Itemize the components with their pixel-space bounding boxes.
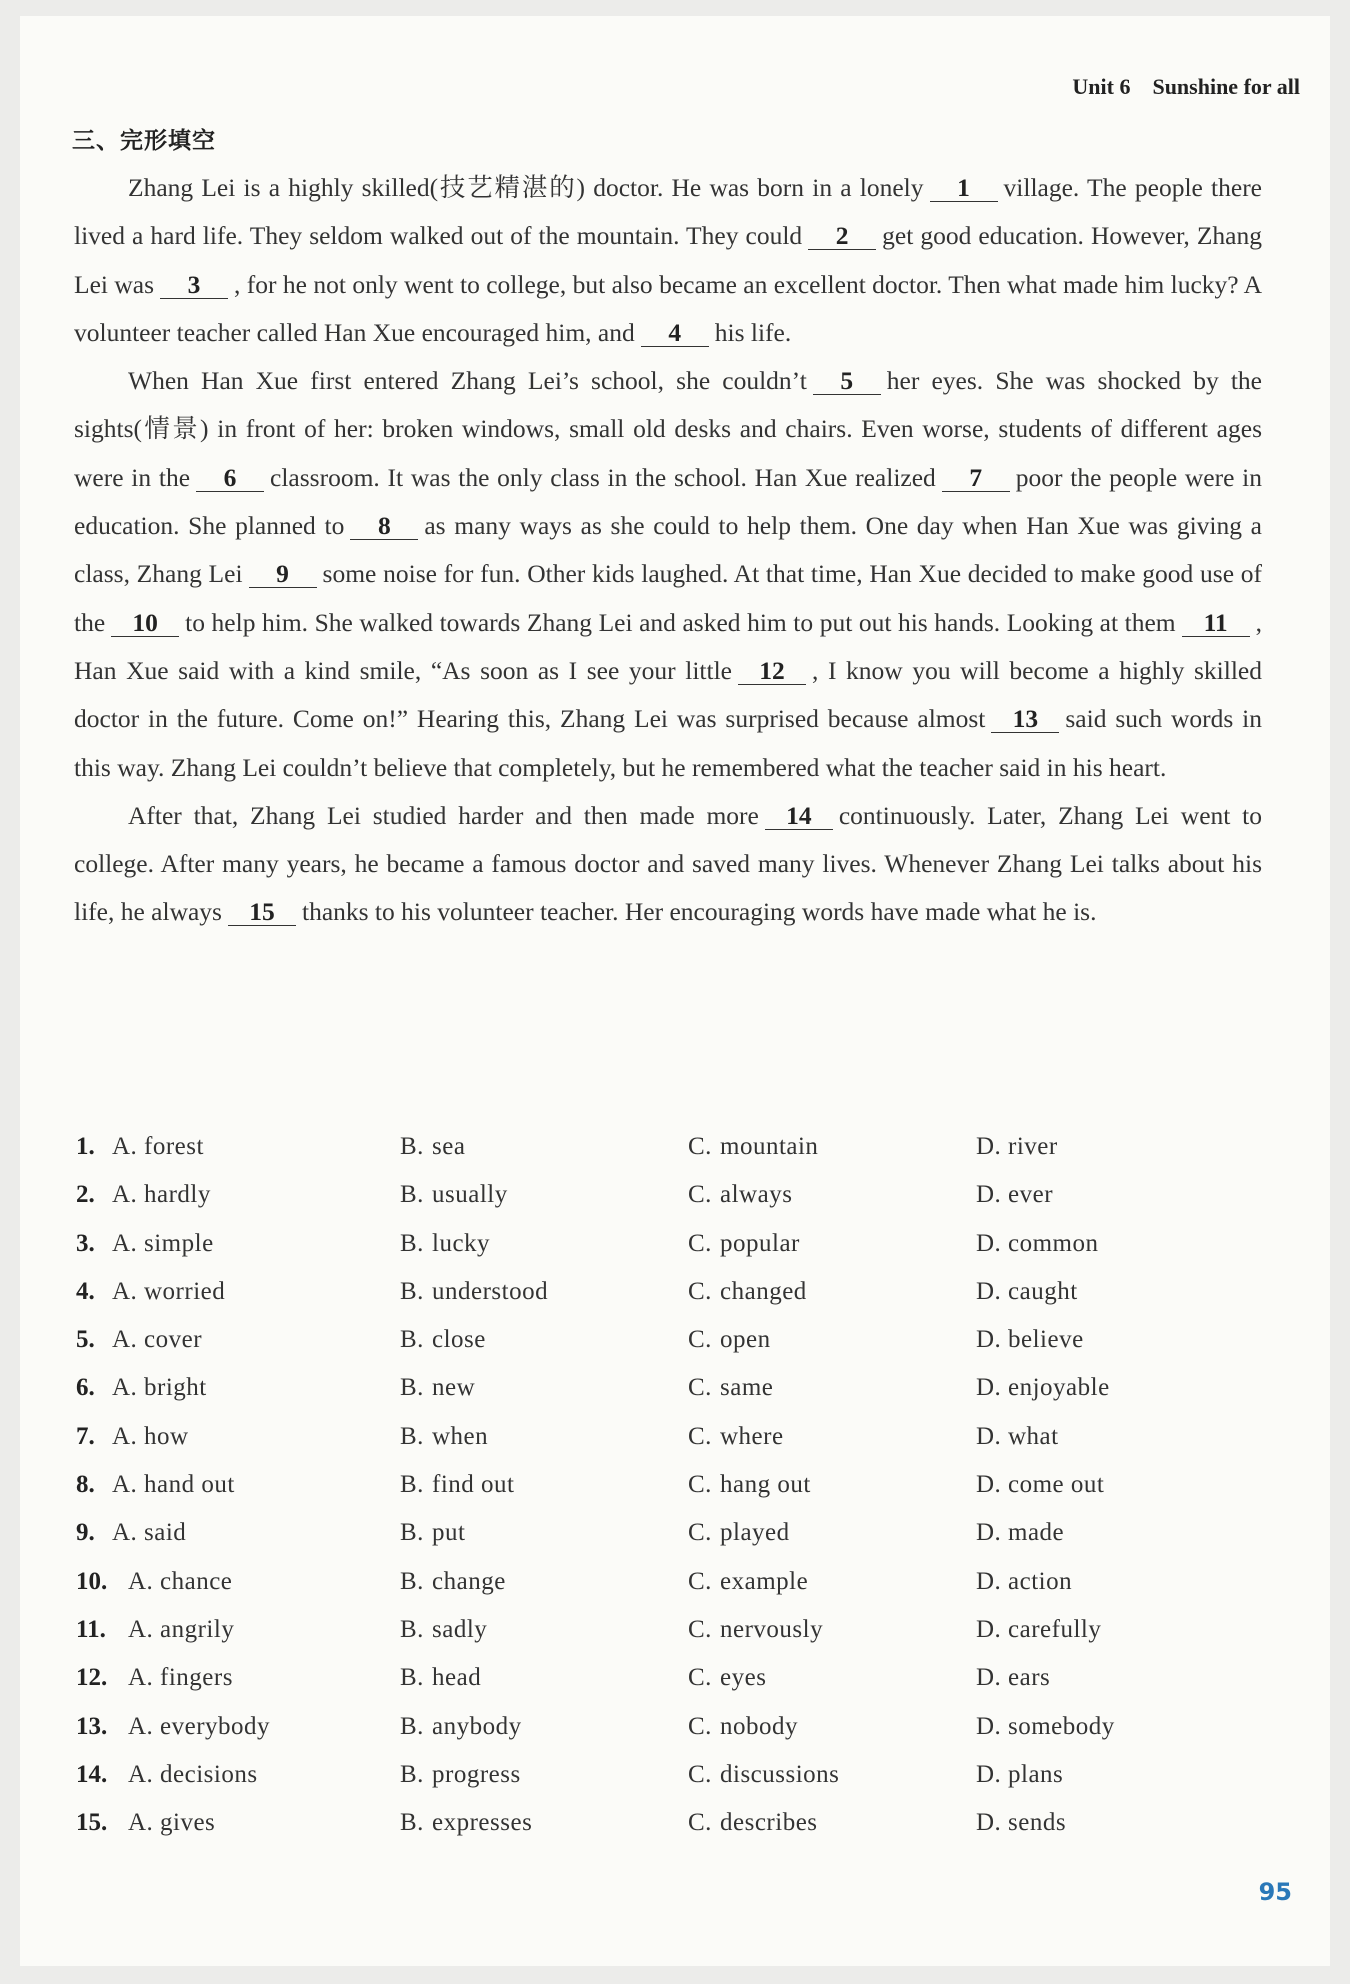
option-text: said	[144, 1519, 187, 1547]
option-text: understood	[432, 1277, 549, 1305]
blank-13: 13	[991, 706, 1059, 733]
option-text: somebody	[1008, 1712, 1115, 1740]
option-letter: C.	[688, 1374, 712, 1402]
option-letter: D.	[976, 1326, 1002, 1354]
option-letter: C.	[688, 1133, 712, 1160]
question-number: 6.	[76, 1374, 95, 1402]
option-d	[976, 1423, 1059, 1451]
option-letter: C.	[688, 1229, 712, 1257]
option-text: nobody	[720, 1712, 798, 1740]
option-letter: D.	[976, 1519, 1002, 1547]
question-number: 10.	[76, 1567, 108, 1595]
question-row	[76, 1713, 1256, 1761]
option-text: gives	[160, 1809, 216, 1837]
option-text: believe	[1008, 1326, 1084, 1354]
option-d	[976, 1616, 1101, 1644]
option-b	[400, 1713, 522, 1741]
blank-12: 12	[738, 658, 806, 685]
blank-10: 10	[111, 610, 179, 637]
option-c	[688, 1326, 771, 1354]
option-letter: B.	[400, 1181, 424, 1209]
passage-text: thanks to his volunteer teacher. Her encouraging words have made what he is.	[301, 897, 1097, 927]
option-letter: C.	[688, 1567, 712, 1595]
cloze-passage	[74, 164, 1262, 937]
passage-text: , Han Xue said with a kind smile, “As soon as I see your little	[74, 607, 1262, 685]
option-d	[976, 1471, 1104, 1499]
option-text: popular	[720, 1229, 800, 1257]
option-text: describes	[720, 1809, 818, 1837]
option-letter: C.	[688, 1615, 712, 1643]
option-a	[112, 1519, 186, 1547]
option-letter: A.	[128, 1712, 154, 1740]
option-letter: A.	[112, 1422, 138, 1450]
blank-9: 9	[249, 561, 317, 588]
option-text: always	[720, 1181, 793, 1209]
option-text: put	[432, 1519, 466, 1547]
question-number: 15.	[76, 1809, 108, 1837]
option-text: river	[1008, 1133, 1058, 1160]
blank-1: 1	[930, 175, 998, 202]
option-b	[400, 1471, 514, 1499]
option-text: expresses	[432, 1809, 533, 1837]
question-row	[76, 1568, 1256, 1616]
option-d	[976, 1519, 1064, 1547]
option-letter: D.	[976, 1229, 1002, 1257]
blank-5: 5	[813, 368, 881, 395]
option-a	[112, 1374, 207, 1402]
option-text: enjoyable	[1008, 1374, 1110, 1402]
option-text: open	[720, 1326, 771, 1354]
option-letter: D.	[976, 1809, 1002, 1837]
option-b	[400, 1664, 481, 1692]
option-c	[688, 1278, 807, 1306]
question-row	[76, 1423, 1256, 1471]
passage-text: poor the people were in education. She planned to	[74, 462, 1262, 541]
option-letter: B.	[400, 1471, 424, 1499]
option-letter: C.	[688, 1519, 712, 1547]
option-a	[112, 1471, 235, 1499]
question-row	[76, 1230, 1256, 1278]
option-letter: B.	[400, 1519, 424, 1547]
option-d	[976, 1374, 1110, 1402]
blank-6: 6	[196, 465, 264, 492]
question-number: 8.	[76, 1471, 95, 1499]
passage-text: some noise for fun. Other kids laughed. At that time, Han Xue decided to make good use of the	[74, 559, 1262, 637]
question-row	[76, 1809, 1256, 1857]
option-text: sadly	[432, 1615, 488, 1643]
option-text: chance	[160, 1567, 233, 1595]
option-letter: D.	[976, 1277, 1002, 1305]
option-b	[400, 1230, 490, 1258]
option-text: how	[144, 1422, 189, 1450]
option-d	[976, 1761, 1063, 1789]
option-letter: C.	[688, 1422, 712, 1450]
blank-4: 4	[641, 320, 709, 347]
option-a	[112, 1181, 211, 1209]
passage-paragraph-3	[74, 792, 1262, 937]
blank-14: 14	[765, 803, 833, 830]
blank-15: 15	[228, 899, 296, 926]
passage-text: village. The people there lived a hard life. They seldom walked out of the mountain. They could	[74, 173, 1263, 251]
question-row	[76, 1471, 1256, 1519]
option-letter: B.	[400, 1277, 424, 1305]
option-text: example	[720, 1567, 809, 1595]
option-c	[688, 1471, 811, 1499]
option-d	[976, 1664, 1050, 1692]
blank-7: 7	[942, 465, 1010, 492]
option-a	[128, 1713, 270, 1741]
option-b	[400, 1809, 532, 1837]
option-text: discussions	[720, 1760, 840, 1788]
option-b	[400, 1761, 521, 1789]
option-text: carefully	[1008, 1615, 1102, 1643]
option-letter: D.	[976, 1422, 1002, 1450]
option-a	[112, 1278, 225, 1306]
passage-text: , I know you will become a highly skilled doctor in the future. Come on!” Hearing this, Zhang Lei was surprised because almost	[74, 655, 1262, 734]
option-d	[976, 1713, 1115, 1741]
passage-text: classroom. It was the only class in the school. Han Xue realized	[270, 462, 936, 492]
option-text: where	[720, 1422, 784, 1450]
passage-text: get good education. However, Zhang Lei was	[74, 221, 1262, 299]
question-row	[76, 1181, 1256, 1229]
question-number: 3.	[76, 1229, 95, 1257]
passage-text: continuously. Later, Zhang Lei went to college. After many years, he became a famous doctor and saved many lives. Whenever Zhang Lei talks about his life, he always	[74, 800, 1262, 927]
option-c	[688, 1374, 773, 1402]
passage-text: as many ways as she could to help them. One day when Han Xue was giving a class, Zhang Lei	[74, 511, 1262, 589]
option-text: close	[432, 1326, 486, 1354]
option-text: same	[720, 1374, 774, 1402]
option-text: hand out	[144, 1471, 235, 1499]
section-title: 三、完形填空	[72, 128, 216, 154]
option-text: eyes	[720, 1664, 767, 1692]
option-b	[400, 1568, 506, 1596]
question-row	[76, 1133, 1256, 1181]
option-letter: C.	[688, 1712, 712, 1740]
passage-text: When Han Xue first entered Zhang Lei’s school, she couldn’t	[128, 366, 807, 396]
option-letter: B.	[400, 1229, 424, 1257]
passage-text: his life.	[714, 317, 792, 347]
passage-text: said such words in this way. Zhang Lei couldn’t believe that completely, but he remembered what the teacher said in his heart.	[74, 704, 1263, 782]
option-text: come out	[1008, 1471, 1105, 1499]
option-text: anybody	[432, 1712, 522, 1740]
option-letter: B.	[400, 1615, 424, 1643]
option-letter: A.	[112, 1519, 138, 1547]
option-text: changed	[720, 1277, 807, 1305]
question-row	[76, 1519, 1256, 1567]
option-text: played	[720, 1519, 790, 1547]
passage-text: her eyes. She was shocked by the sights(情景) in front of her: broken windows, small old desks and chairs. Even worse, students of different ages were in the	[74, 366, 1262, 492]
option-text: decisions	[160, 1760, 258, 1788]
option-text: simple	[144, 1229, 214, 1257]
option-text: cover	[144, 1326, 203, 1354]
option-a	[128, 1568, 232, 1596]
passage-text: Zhang Lei is a highly skilled(技艺精湛的) doctor. He was born in a lonely	[128, 173, 924, 202]
option-text: angrily	[160, 1615, 235, 1643]
question-number: 1.	[76, 1133, 95, 1160]
option-letter: A.	[112, 1374, 138, 1402]
option-b	[400, 1133, 465, 1161]
option-letter: A.	[128, 1567, 154, 1595]
option-letter: A.	[128, 1664, 154, 1692]
option-a	[128, 1809, 215, 1837]
option-b	[400, 1181, 508, 1209]
option-text: mountain	[720, 1133, 819, 1160]
option-text: forest	[144, 1133, 204, 1160]
option-c	[688, 1568, 808, 1596]
unit-label: Unit 6	[1072, 74, 1131, 99]
option-d	[976, 1326, 1084, 1354]
option-letter: A.	[112, 1133, 138, 1160]
question-number: 11.	[76, 1615, 106, 1643]
option-d	[976, 1809, 1066, 1837]
option-text: ears	[1008, 1664, 1051, 1692]
option-text: find out	[432, 1471, 515, 1499]
option-b	[400, 1326, 486, 1354]
option-letter: A.	[128, 1809, 154, 1837]
option-letter: A.	[128, 1760, 154, 1788]
option-letter: A.	[112, 1181, 138, 1209]
option-letter: B.	[400, 1567, 424, 1595]
blank-11: 11	[1182, 610, 1250, 637]
option-text: fingers	[160, 1664, 233, 1692]
option-d	[976, 1568, 1072, 1596]
option-d	[976, 1181, 1053, 1209]
question-row	[76, 1761, 1256, 1809]
option-letter: C.	[688, 1181, 712, 1209]
question-row	[76, 1616, 1256, 1664]
option-letter: D.	[976, 1664, 1002, 1692]
option-letter: D.	[976, 1712, 1002, 1740]
passage-text: , for he not only went to college, but also became an excellent doctor. Then what made him lucky? A volunteer teacher called Han Xue encouraged him, and	[74, 269, 1262, 347]
option-text: lucky	[432, 1229, 491, 1257]
option-b	[400, 1374, 475, 1402]
page-number: 95	[1258, 1878, 1292, 1906]
option-letter: C.	[688, 1277, 712, 1305]
question-row	[76, 1374, 1256, 1422]
question-number: 14.	[76, 1760, 108, 1788]
option-b	[400, 1423, 488, 1451]
option-text: bright	[144, 1374, 207, 1402]
option-c	[688, 1809, 818, 1837]
option-text: worried	[144, 1277, 226, 1305]
question-number: 5.	[76, 1326, 95, 1354]
option-c	[688, 1230, 800, 1258]
option-c	[688, 1181, 792, 1209]
question-number: 13.	[76, 1712, 108, 1740]
option-a	[128, 1616, 234, 1644]
option-text: nervously	[720, 1615, 824, 1643]
option-letter: B.	[400, 1133, 424, 1160]
option-a	[112, 1133, 204, 1161]
question-number: 12.	[76, 1664, 108, 1692]
option-a	[128, 1664, 233, 1692]
option-text: what	[1008, 1422, 1059, 1450]
option-c	[688, 1133, 818, 1161]
option-a	[112, 1326, 202, 1354]
passage-paragraph-2	[74, 357, 1262, 792]
question-options	[76, 1133, 1256, 1857]
blank-2: 2	[808, 223, 876, 250]
option-a	[128, 1761, 258, 1789]
question-row	[76, 1326, 1256, 1374]
option-text: progress	[432, 1760, 521, 1788]
option-b	[400, 1278, 548, 1306]
option-letter: D.	[976, 1374, 1002, 1402]
option-c	[688, 1519, 790, 1547]
option-letter: D.	[976, 1760, 1002, 1788]
option-letter: B.	[400, 1326, 424, 1354]
unit-title: Sunshine for all	[1152, 74, 1300, 99]
option-letter: B.	[400, 1374, 424, 1402]
option-text: sea	[432, 1133, 466, 1160]
option-letter: C.	[688, 1809, 712, 1837]
option-d	[976, 1230, 1099, 1258]
option-c	[688, 1761, 839, 1789]
option-letter: A.	[112, 1326, 138, 1354]
option-text: plans	[1008, 1760, 1064, 1788]
question-number: 7.	[76, 1422, 95, 1450]
running-header	[1072, 74, 1300, 100]
option-letter: B.	[400, 1809, 424, 1837]
option-b	[400, 1519, 465, 1547]
question-row	[76, 1664, 1256, 1712]
blank-8: 8	[350, 513, 418, 540]
option-letter: C.	[688, 1664, 712, 1692]
option-text: sends	[1008, 1809, 1067, 1837]
option-text: hang out	[720, 1471, 811, 1499]
option-c	[688, 1616, 823, 1644]
option-text: everybody	[160, 1712, 271, 1740]
passage-text: After that, Zhang Lei studied harder and then made more	[128, 800, 759, 830]
option-letter: A.	[112, 1277, 138, 1305]
option-letter: D.	[976, 1181, 1002, 1209]
option-text: when	[432, 1422, 489, 1450]
option-letter: B.	[400, 1712, 424, 1740]
option-letter: B.	[400, 1760, 424, 1788]
option-text: caught	[1008, 1277, 1078, 1305]
option-letter: D.	[976, 1133, 1002, 1160]
option-text: made	[1008, 1519, 1065, 1547]
passage-text: to help him. She walked towards Zhang Lei and asked him to put out his hands. Looking at them	[185, 607, 1176, 637]
option-text: action	[1008, 1567, 1073, 1595]
option-text: new	[432, 1374, 476, 1402]
option-c	[688, 1713, 798, 1741]
option-text: hardly	[144, 1181, 211, 1209]
option-d	[976, 1278, 1078, 1306]
option-a	[112, 1230, 214, 1258]
option-text: ever	[1008, 1181, 1054, 1209]
question-number: 4.	[76, 1277, 95, 1305]
option-text: usually	[432, 1181, 508, 1209]
question-number: 2.	[76, 1181, 95, 1209]
option-letter: B.	[400, 1664, 424, 1692]
blank-3: 3	[160, 272, 228, 299]
option-a	[112, 1423, 189, 1451]
option-letter: C.	[688, 1326, 712, 1354]
option-letter: C.	[688, 1471, 712, 1499]
option-letter: B.	[400, 1422, 424, 1450]
option-letter: A.	[112, 1471, 138, 1499]
question-number: 9.	[76, 1519, 95, 1547]
option-letter: D.	[976, 1567, 1002, 1595]
option-letter: A.	[128, 1615, 154, 1643]
option-text: common	[1008, 1229, 1099, 1257]
option-c	[688, 1423, 784, 1451]
option-d	[976, 1133, 1058, 1161]
option-letter: D.	[976, 1615, 1002, 1643]
question-row	[76, 1278, 1256, 1326]
option-letter: C.	[688, 1760, 712, 1788]
option-letter: A.	[112, 1229, 138, 1257]
option-text: head	[432, 1664, 482, 1692]
option-c	[688, 1664, 766, 1692]
option-text: change	[432, 1567, 506, 1595]
option-b	[400, 1616, 487, 1644]
passage-paragraph-1	[74, 164, 1262, 357]
option-letter: D.	[976, 1471, 1002, 1499]
